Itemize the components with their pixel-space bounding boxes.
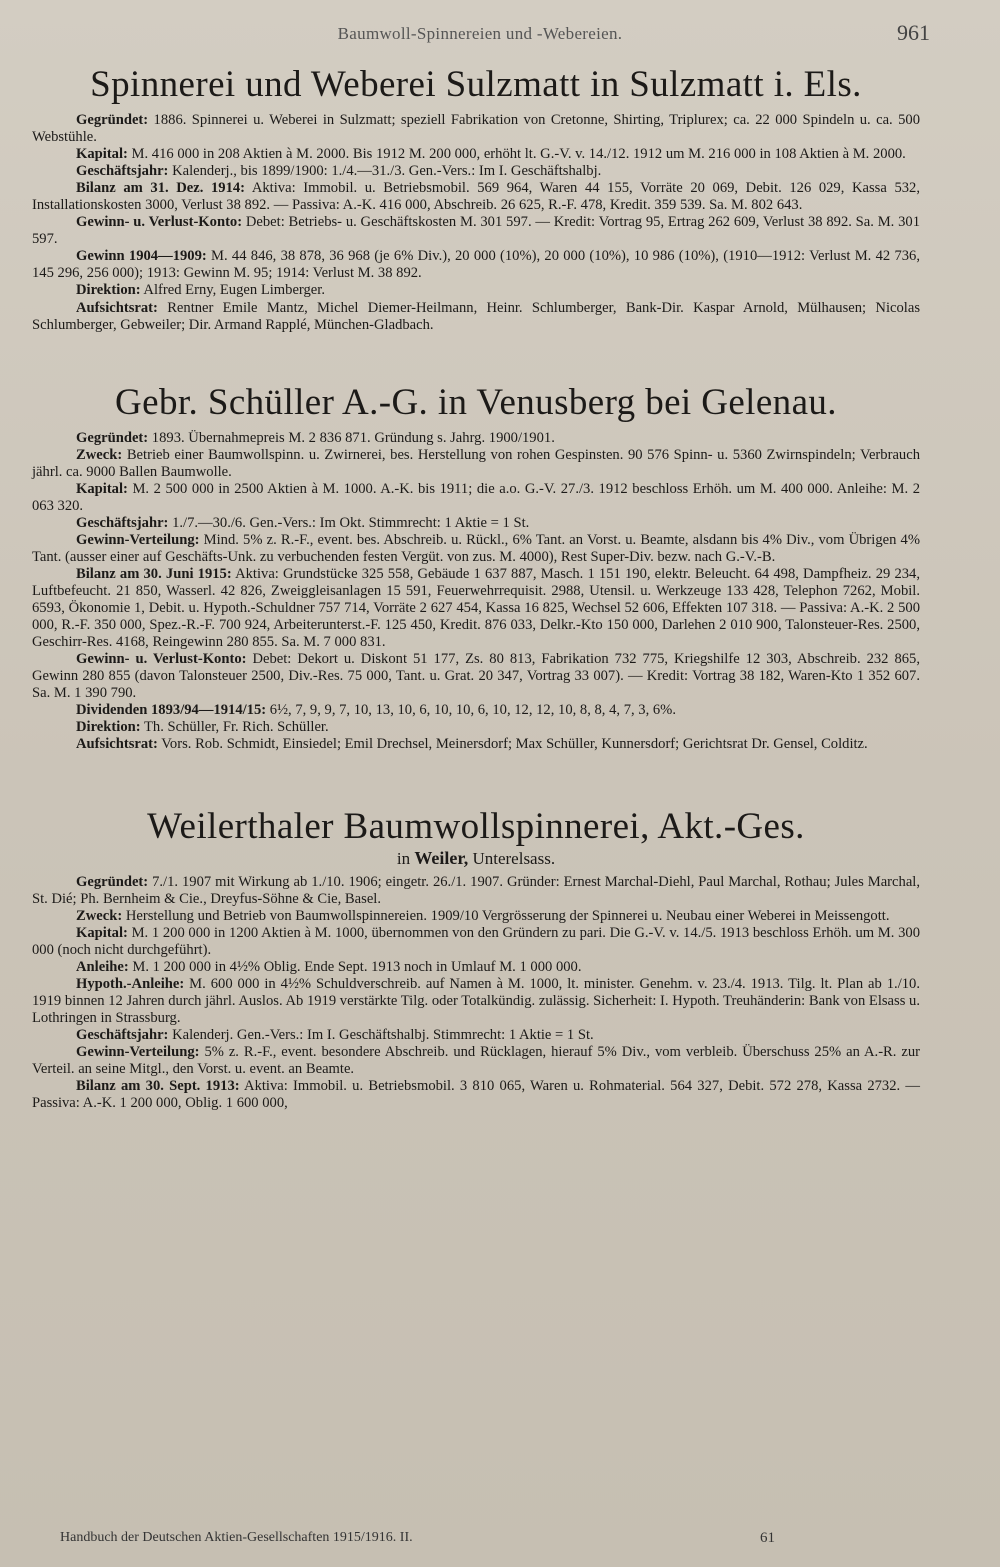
entry-label: Zweck: bbox=[76, 446, 123, 463]
entry-paragraph bbox=[32, 976, 920, 1027]
company-title: Gebr. Schüller A.-G. in Venusberg bei Gelenau. bbox=[115, 381, 837, 423]
entry-paragraph bbox=[32, 736, 920, 753]
entry-text: Vors. Rob. Schmidt, Einsiedel; Emil Drechsel, Meinersdorf; Max Schüller, Kunnersdorf; Gerichtsrat Dr. Gensel, Colditz. bbox=[157, 736, 868, 753]
entry-text: Aktiva: Immobil. u. Betriebsmobil. 3 810 065, Waren u. Rohmaterial. 564 327, Debit. 572 278, Kassa 2732. — Passiva: A.-K. 1 200 000, Oblig. 1 600 000, bbox=[32, 1078, 920, 1112]
company-entry bbox=[32, 806, 920, 1113]
entry-text: 1886. Spinnerei u. Weberei in Sulzmatt; speziell Fabrikation von Cretonne, Shirting, Triplurex; ca. 22 000 Spindeln u. ca. 500 Webstühle. bbox=[32, 112, 920, 146]
entry-text: 1893. Übernahmepreis M. 2 836 871. Gründung s. Jahrg. 1900/1901. bbox=[148, 429, 555, 446]
entry-text: Aktiva: Grundstücke 325 558, Gebäude 1 637 887, Masch. 1 151 190, elektr. Beleucht. 64 498, Dampfheiz. 29 234, Luftbefeucht. 21 850, Wasserl. 42 826, Zweiggleisanlagen 15 591, Feuerwehrrequisit. 2988, Utensil. u. Werkzeuge 133 428, Telephon 7262, Mobil. 6593, Ökonomie 1, Debit. u. Hypoth.-Schuldner 757 714, Vorräte 2 627 454, Kassa 16 825, Wechsel 52 606, Effekten 107 318. — Passiva: A.-K. 2 500 000, R.-F. 350 000, Spez.-R.-F. 700 924, Arbeiterunterst.-F. 125 450, Kredit. 876 033, Delkr.-Kto 150 000, Darlehen 2 010 900, Talonsteuer-Res. 2500, Geschirr-Res. 4168, Reingewinn 280 855. Sa. M. 7 000 831. bbox=[32, 565, 920, 651]
entry-text: M. 416 000 in 208 Aktien à M. 2000. Bis 1912 M. 200 000, erhöht lt. G.-V. v. 14./12. 1912 um M. 216 000 in 108 Aktien à M. 2000. bbox=[127, 146, 906, 163]
entry-label: Gewinn- u. Verlust-Konto: bbox=[76, 214, 243, 231]
running-title: Baumwoll-Spinnereien und -Webereien. bbox=[337, 24, 623, 43]
company-title: Weilerthaler Baumwollspinnerei, Akt.-Ges. bbox=[147, 805, 805, 847]
entry-label: Hypoth.-Anleihe: bbox=[76, 975, 185, 992]
entry-text: M. 2 500 000 in 2500 Aktien à M. 1000. A.-K. bis 1911; die a.o. G.-V. 27./3. 1912 beschloss Erhöh. um M. 400 000. Anleihe: M. 2 063 320. bbox=[32, 480, 920, 514]
entry-label: Geschäftsjahr: bbox=[76, 514, 169, 531]
entry-label: Kapital: bbox=[76, 146, 128, 163]
company-title: Spinnerei und Weberei Sulzmatt in Sulzmatt i. Els. bbox=[90, 64, 862, 105]
entry-text: 7./1. 1907 mit Wirkung ab 1./10. 1906; eingetr. 26./1. 1907. Gründer: Ernest Marchal-Diehl, Paul Marchal, Rothau; Jules Marchal, St. Dié; Ph. Bernheim & Cie., Dreyfus-Söhne & Cie, Basel. bbox=[32, 873, 920, 907]
entry-label: Geschäftsjahr: bbox=[76, 1026, 169, 1043]
entry-label: Direktion: bbox=[76, 282, 141, 299]
entry-paragraph bbox=[32, 702, 920, 719]
location-prefix: in bbox=[396, 848, 415, 868]
entry-label: Gewinn-Verteilung: bbox=[76, 1044, 200, 1061]
entry-label: Dividenden 1893/94—1914/15: bbox=[76, 702, 267, 719]
entry-paragraph bbox=[32, 1027, 920, 1044]
entry-label: Zweck: bbox=[76, 907, 123, 924]
entry-paragraph bbox=[32, 163, 920, 180]
entry-text: M. 1 200 000 in 4½% Oblig. Ende Sept. 1913 noch in Umlauf M. 1 000 000. bbox=[128, 958, 582, 975]
entry-paragraph bbox=[32, 447, 920, 481]
entry-label: Gegründet: bbox=[76, 429, 149, 446]
entry-paragraph bbox=[32, 651, 920, 702]
location-place: Weiler, bbox=[414, 847, 469, 868]
entry-label: Bilanz am 30. Sept. 1913: bbox=[76, 1078, 240, 1095]
entry-text: Alfred Erny, Eugen Limberger. bbox=[140, 282, 325, 299]
entry-label: Gewinn 1904—1909: bbox=[76, 248, 207, 265]
company-entry bbox=[32, 382, 920, 754]
entry-paragraph bbox=[32, 430, 920, 447]
footer-text: Handbuch der Deutschen Aktien-Gesellschaften 1915/1916. II. bbox=[60, 1530, 413, 1545]
entry-label: Gegründet: bbox=[76, 873, 149, 890]
entry-label: Gewinn- u. Verlust-Konto: bbox=[76, 651, 247, 668]
entry-text: Rentner Emile Mantz, Michel Diemer-Heilmann, Heinr. Schlumberger, Bank-Dir. Kaspar Arnold, Mülhausen; Nicolas Schlumberger, Gebweiler; Dir. Armand Rapplé, München-Gladbach. bbox=[32, 299, 920, 333]
body-text bbox=[32, 64, 920, 1112]
entry-label: Kapital: bbox=[76, 924, 128, 941]
entry-text: Debet: Betriebs- u. Geschäftskosten M. 301 597. — Kredit: Vortrag 95, Ertrag 262 609, Verlust 38 892. Sa. M. 301 597. bbox=[32, 214, 921, 248]
entry-text: 1./7.—30./6. Gen.-Vers.: Im Okt. Stimmrecht: 1 Aktie = 1 St. bbox=[168, 514, 530, 531]
entry-label: Bilanz am 31. Dez. 1914: bbox=[76, 180, 246, 197]
entry-paragraph bbox=[32, 180, 920, 214]
entry-paragraph bbox=[32, 515, 920, 532]
entry-paragraph bbox=[32, 214, 920, 248]
entry-label: Aufsichtsrat: bbox=[76, 736, 158, 753]
entry-paragraph bbox=[32, 908, 920, 925]
entry-text: Aktiva: Immobil. u. Betriebsmobil. 569 964, Waren 44 155, Vorräte 20 069, Debit. 126 029, Kassa 532, Installationskosten 3000, Verlust 38 892. — Passiva: A.-K. 416 000, Abschreib. 26 625, R.-F. 478, Kredit. 359 539. Sa. M. 802 643. bbox=[32, 180, 920, 214]
entry-paragraph bbox=[32, 300, 920, 334]
entry-paragraph bbox=[32, 481, 920, 515]
page-number: 961 bbox=[897, 20, 930, 45]
section-spacer bbox=[32, 334, 920, 382]
entry-paragraph bbox=[32, 874, 920, 908]
entry-label: Aufsichtsrat: bbox=[76, 299, 158, 316]
entry-text: Kalenderj. Gen.-Vers.: Im I. Geschäftshalbj. Stimmrecht: 1 Aktie = 1 St. bbox=[168, 1026, 594, 1043]
entry-text: 5% z. R.-F., event. besondere Abschreib. und Rücklagen, hierauf 5% Div., vom verbleib. Überschuss 25% an A.-R. zur Verteil. an seine Mitgl., den Vorst. u. event. an Beamte. bbox=[32, 1044, 920, 1078]
footer-signature: 61 bbox=[760, 1530, 775, 1546]
entry-text: M. 1 200 000 in 1200 Aktien à M. 1000, übernommen von den Gründern zu pari. Die G.-V. v. 14./5. 1913 beschloss Erhöh. um M. 300 000 (noch nicht durchgeführt). bbox=[32, 924, 920, 958]
entry-text: Th. Schüller, Fr. Rich. Schüller. bbox=[140, 719, 329, 736]
entry-text: Debet: Dekort u. Diskont 51 177, Zs. 80 813, Fabrikation 732 775, Kriegshilfe 12 303, Abschreib. 232 865, Gewinn 280 855 (davon Talonsteuer 2500, Div.-Res. 75 000, Tant. u. Grat. 20 347, Vortrag 33 007). — Kredit: Vortrag 38 182, Waren-Kto 1 352 607. Sa. M. 1 390 790. bbox=[32, 651, 920, 702]
location-suffix: Unterelsass. bbox=[468, 848, 556, 868]
entry-text: 6½, 7, 9, 9, 7, 10, 13, 10, 6, 10, 10, 6, 10, 12, 12, 10, 8, 8, 4, 7, 3, 6%. bbox=[266, 702, 676, 719]
entry-text: Herstellung und Betrieb von Baumwollspinnereien. 1909/10 Vergrösserung der Spinnerei u. Neubau einer Weberei in Meissengott. bbox=[122, 907, 890, 924]
entry-paragraph bbox=[32, 282, 920, 299]
entry-paragraph bbox=[32, 112, 920, 146]
entry-label: Geschäftsjahr: bbox=[76, 163, 169, 180]
company-entry bbox=[32, 64, 920, 334]
entry-paragraph bbox=[32, 925, 920, 959]
entry-paragraph bbox=[32, 566, 920, 651]
entry-text: Kalenderj., bis 1899/1900: 1./4.—31./3. Gen.-Vers.: Im I. Geschäftshalbj. bbox=[168, 163, 602, 180]
entry-paragraph bbox=[32, 248, 920, 282]
entry-label: Kapital: bbox=[76, 480, 128, 497]
entry-label: Gewinn-Verteilung: bbox=[76, 531, 200, 548]
page-footer bbox=[60, 1530, 780, 1546]
entry-text: Betrieb einer Baumwollspinn. u. Zwirnerei, bes. Herstellung von rohen Gespinsten. 90 576 Spinn- u. 5360 Zwirnspindeln; Verbrauch jährl. ca. 9000 Ballen Baumwolle. bbox=[32, 446, 920, 480]
entry-text: Mind. 5% z. R.-F., event. bes. Abschreib. u. Rückl., 6% Tant. an Vorst. u. Beamte, alsdann bis 4% Div., vom Übrigen 4% Tant. (ausser einer auf Geschäfts-Unk. zu verbuchenden festen Vergüt. von zus. M. 4000), Rest Super-Div. bezw. nach G.-V.-B. bbox=[32, 531, 920, 565]
entry-paragraph bbox=[32, 959, 920, 976]
entry-label: Anleihe: bbox=[76, 958, 129, 975]
entry-label: Gegründet: bbox=[76, 112, 149, 128]
entry-text: M. 600 000 in 4½% Schuldverschreib. auf Namen à M. 1000, lt. minister. Genehm. v. 23./4. 1913. Tilg. lt. Plan ab 1./10. 1919 binnen 12 Jahren durch jährl. Auslos. Ab 1919 verstärkte Tilg. oder Totalkündig. zulässig. Sicherheit: I. Hypoth. Treuhänderin: Bank von Elsass u. Lothringen in Strassburg. bbox=[32, 975, 920, 1026]
entry-paragraph bbox=[32, 146, 920, 163]
entry-label: Bilanz am 30. Juni 1915: bbox=[76, 565, 232, 582]
entry-paragraph bbox=[32, 1078, 920, 1112]
page-header bbox=[30, 18, 930, 48]
entry-paragraph bbox=[32, 1044, 920, 1078]
entry-paragraph bbox=[32, 719, 920, 736]
section-spacer bbox=[32, 754, 920, 806]
entry-paragraph bbox=[32, 532, 920, 566]
company-location bbox=[32, 847, 920, 868]
entry-text: M. 44 846, 38 878, 36 968 (je 6% Div.), 20 000 (10%), 20 000 (10%), 10 986 (10%), (1910—1912: Verlust M. 42 736, 145 296, 256 000); 1913: Gewinn M. 95; 1914: Verlust M. 38 892. bbox=[32, 248, 920, 282]
entry-label: Direktion: bbox=[76, 719, 141, 736]
